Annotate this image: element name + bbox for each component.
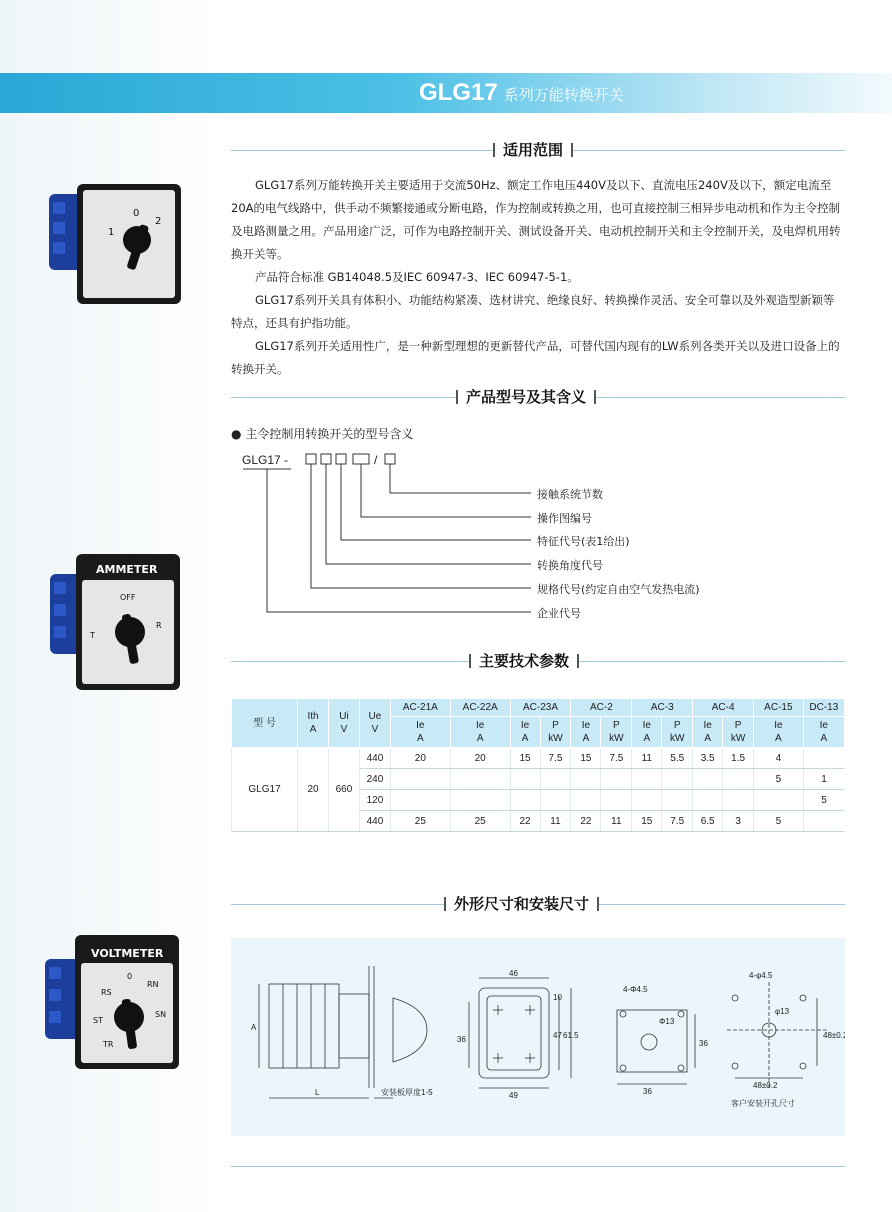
product-photo-ammeter bbox=[48, 552, 183, 692]
meaning-label-angle: 转换角度代号 bbox=[537, 559, 603, 572]
header-ac21a: AC-21A bbox=[390, 699, 450, 717]
table-cell bbox=[693, 790, 723, 811]
voltmeter-mark-rn: RN bbox=[147, 980, 159, 989]
ammeter-mark-t: T bbox=[90, 631, 95, 640]
header-ac15: AC-15 bbox=[754, 699, 804, 717]
header-ac2: AC-2 bbox=[571, 699, 632, 717]
table-cell: 120 bbox=[359, 790, 390, 811]
subheader-p: P kW bbox=[601, 717, 632, 748]
header-ac23a: AC-23A bbox=[510, 699, 571, 717]
dim-label-tol-w: 48±0.2 bbox=[753, 1081, 778, 1090]
header-ith: Ith A bbox=[298, 699, 329, 748]
table-cell bbox=[723, 769, 754, 790]
dim-label-hole1: 4-Φ4.5 bbox=[623, 985, 648, 994]
table-cell: 240 bbox=[359, 769, 390, 790]
section-header-scope bbox=[231, 140, 845, 160]
table-cell bbox=[540, 790, 571, 811]
bottom-divider bbox=[231, 1166, 845, 1167]
voltmeter-mark-tr: TR bbox=[103, 1040, 114, 1049]
table-cell: 15 bbox=[510, 748, 540, 769]
table-cell bbox=[571, 790, 601, 811]
switch-mark-1: 1 bbox=[108, 227, 115, 238]
dim-label-10: 10 bbox=[553, 993, 562, 1002]
switch-mark-0: 0 bbox=[133, 208, 140, 219]
table-cell bbox=[571, 769, 601, 790]
table-cell: 25 bbox=[390, 811, 450, 832]
header-model: 型 号 bbox=[232, 699, 298, 748]
cell-ui: 660 bbox=[329, 748, 360, 832]
model-hint-text: 主令控制用转换开关的型号含义 bbox=[245, 427, 414, 441]
table-cell: 20 bbox=[450, 748, 510, 769]
table-cell bbox=[390, 790, 450, 811]
product-photo-voltmeter bbox=[43, 933, 183, 1073]
table-cell: 11 bbox=[632, 748, 662, 769]
table-cell: 5 bbox=[803, 790, 844, 811]
code-prefix: GLG17 - bbox=[242, 453, 289, 467]
section-title: 产品型号及其含义 bbox=[456, 387, 596, 407]
dim-label-hole2: 4-φ4.5 bbox=[749, 971, 773, 980]
table-cell: 6.5 bbox=[693, 811, 723, 832]
dim-label-plate: 安装板厚度1-5 bbox=[381, 1088, 433, 1097]
subheader-ie: Ie A bbox=[632, 717, 662, 748]
meaning-label-feature: 特征代号(表1给出) bbox=[537, 535, 630, 548]
table-cell: 7.5 bbox=[662, 811, 693, 832]
table-cell bbox=[540, 769, 571, 790]
dim-label-49: 49 bbox=[509, 1091, 518, 1100]
subheader-ie: Ie A bbox=[803, 717, 844, 748]
table-cell: 20 bbox=[390, 748, 450, 769]
subheader-ie: Ie A bbox=[754, 717, 804, 748]
voltmeter-mark-0: 0 bbox=[127, 972, 133, 981]
section-header-dimensions bbox=[231, 894, 845, 914]
dim-label-w36: 36 bbox=[643, 1087, 652, 1096]
table-cell: 440 bbox=[359, 811, 390, 832]
scope-paragraph-2: 产品符合标准 GB14048.5及IEC 60947-3、IEC 60947-5-1。 bbox=[255, 270, 579, 284]
voltmeter-mark-rs: RS bbox=[101, 988, 112, 997]
table-cell: 4 bbox=[754, 748, 804, 769]
table-cell: 3.5 bbox=[693, 748, 723, 769]
meaning-label-diagram: 操作图编号 bbox=[537, 512, 592, 525]
table-cell: 22 bbox=[510, 811, 540, 832]
header-ue: Ue V bbox=[359, 699, 390, 748]
subheader-ie: Ie A bbox=[510, 717, 540, 748]
table-cell: 5 bbox=[754, 769, 804, 790]
dim-label-tol-h: 48±0.2 bbox=[823, 1031, 845, 1040]
model-meaning-diagram bbox=[231, 420, 845, 630]
subheader-ie: Ie A bbox=[571, 717, 601, 748]
table-cell bbox=[450, 769, 510, 790]
voltmeter-mark-sn: SN bbox=[155, 1010, 167, 1019]
dim-label-61-5: 61.5 bbox=[563, 1031, 579, 1040]
header-ac3: AC-3 bbox=[632, 699, 693, 717]
spec-table bbox=[231, 698, 845, 832]
header-dc13: DC-13 bbox=[803, 699, 844, 717]
subheader-ie: Ie A bbox=[693, 717, 723, 748]
table-cell bbox=[601, 790, 632, 811]
dim-label-47: 47 bbox=[553, 1031, 562, 1040]
table-cell bbox=[601, 769, 632, 790]
ammeter-mark-off: OFF bbox=[120, 593, 136, 602]
table-cell: 11 bbox=[601, 811, 632, 832]
header-ac22a: AC-22A bbox=[450, 699, 510, 717]
dim-label-36: 36 bbox=[457, 1035, 466, 1044]
table-cell bbox=[803, 811, 844, 832]
switch-mark-2: 2 bbox=[155, 216, 162, 227]
bullet: ● bbox=[231, 427, 242, 441]
table-row bbox=[232, 748, 845, 769]
scope-paragraph-1: GLG17系列万能转换开关主要适用于交流50Hz、额定工作电压440V及以下、直流电压240V及以下，额定电流至20A的电气线路中，供手动不频繁接通或分断电路，作为控制或转换之用，也可直接控制三相异步电动机和作为主令控制及电路测量之用。产品用途广泛，可作为电路控制开关、测试设备开关、电动机控制开关和主令控制开关，及电焊机用转换开关等。 bbox=[231, 178, 841, 261]
table-cell: 1 bbox=[803, 769, 844, 790]
table-cell bbox=[662, 790, 693, 811]
meaning-label-contacts: 接触系统节数 bbox=[537, 488, 603, 501]
page-title bbox=[419, 78, 624, 108]
dim-label-l: L bbox=[315, 1088, 320, 1097]
meaning-label-company: 企业代号 bbox=[537, 607, 581, 620]
ammeter-title: AMMETER bbox=[96, 563, 158, 576]
table-cell: 7.5 bbox=[601, 748, 632, 769]
table-cell bbox=[632, 769, 662, 790]
table-cell: 22 bbox=[571, 811, 601, 832]
table-cell: 3 bbox=[723, 811, 754, 832]
subheader-p: P kW bbox=[662, 717, 693, 748]
subheader-ie: Ie A bbox=[450, 717, 510, 748]
table-cell bbox=[803, 748, 844, 769]
title-subtitle: 系列万能转换开关 bbox=[503, 86, 624, 104]
section-title: 适用范围 bbox=[493, 140, 573, 160]
table-cell bbox=[723, 790, 754, 811]
table-cell bbox=[693, 769, 723, 790]
table-cell bbox=[754, 790, 804, 811]
table-cell: 15 bbox=[632, 811, 662, 832]
product-photo-switch bbox=[45, 180, 185, 310]
subheader-p: P kW bbox=[723, 717, 754, 748]
dimension-drawings bbox=[231, 938, 845, 1136]
dim-label-phi13b: φ13 bbox=[775, 1007, 790, 1016]
dim-label-36b: 36 bbox=[699, 1039, 708, 1048]
section-title: 主要技术参数 bbox=[469, 651, 579, 671]
dim-label-46: 46 bbox=[509, 969, 518, 978]
scope-paragraph-4: GLG17系列开关适用性广，是一种新型理想的更新替代产品，可替代国内现有的LW系列各类开关以及进口设备上的转换开关。 bbox=[231, 339, 840, 376]
table-cell: 15 bbox=[571, 748, 601, 769]
table-cell bbox=[510, 769, 540, 790]
subheader-ie: Ie A bbox=[390, 717, 450, 748]
dim-label-phi13: Φ13 bbox=[659, 1017, 675, 1026]
voltmeter-mark-st: ST bbox=[93, 1016, 103, 1025]
table-cell: 5 bbox=[754, 811, 804, 832]
table-cell: 7.5 bbox=[540, 748, 571, 769]
ammeter-mark-r: R bbox=[156, 621, 162, 630]
code-slash: / bbox=[374, 453, 378, 467]
table-cell bbox=[632, 790, 662, 811]
table-cell: 5.5 bbox=[662, 748, 693, 769]
title-model: GLG17 bbox=[419, 79, 498, 106]
cell-ith: 20 bbox=[298, 748, 329, 832]
table-cell bbox=[662, 769, 693, 790]
dimension-drawings-svg bbox=[231, 938, 845, 1136]
table-cell: 440 bbox=[359, 748, 390, 769]
table-cell: 25 bbox=[450, 811, 510, 832]
header-ui: Ui V bbox=[329, 699, 360, 748]
voltmeter-title: VOLTMETER bbox=[91, 947, 164, 960]
section-header-params bbox=[231, 651, 845, 671]
table-cell bbox=[390, 769, 450, 790]
header-ac4: AC-4 bbox=[693, 699, 754, 717]
cell-model: GLG17 bbox=[232, 748, 298, 832]
table-cell bbox=[510, 790, 540, 811]
meaning-label-spec: 规格代号(约定自由空气发热电流) bbox=[537, 583, 700, 596]
table-cell: 1.5 bbox=[723, 748, 754, 769]
section-header-model bbox=[231, 387, 845, 407]
table-cell: 11 bbox=[540, 811, 571, 832]
subheader-p: P kW bbox=[540, 717, 571, 748]
dim-caption: 客户安装开孔尺寸 bbox=[731, 1099, 795, 1108]
table-cell bbox=[450, 790, 510, 811]
section-title: 外形尺寸和安装尺寸 bbox=[444, 894, 599, 914]
scope-paragraph-3: GLG17系列开关具有体积小、功能结构紧凑、选材讲究、绝缘良好、转换操作灵活、安全可靠以及外观造型新颖等特点，还具有护指功能。 bbox=[231, 293, 835, 330]
dim-label-a: A bbox=[251, 1023, 257, 1032]
